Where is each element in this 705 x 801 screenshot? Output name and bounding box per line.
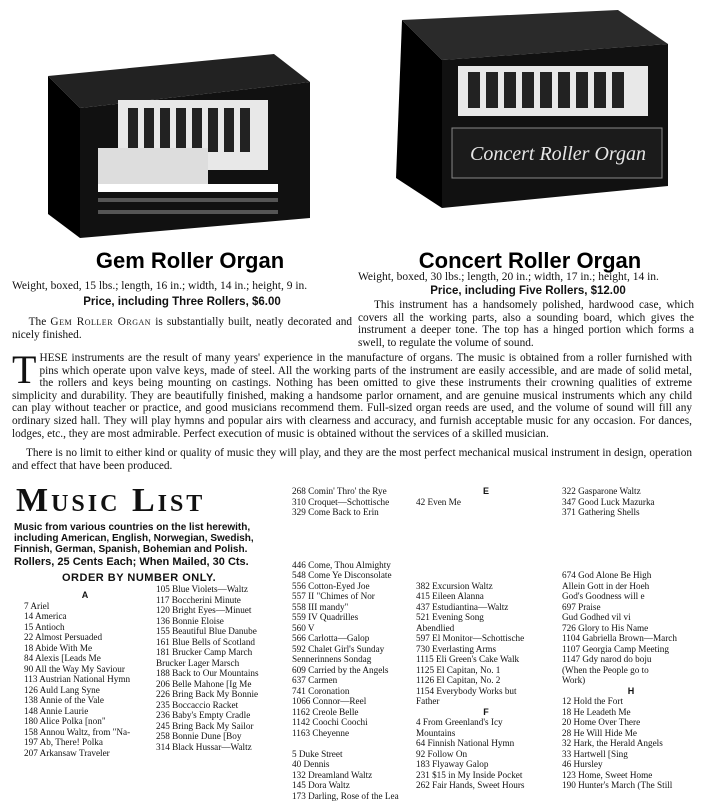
song-item (416, 570, 556, 581)
song-item: 161 Blue Bells of Scotland (156, 637, 286, 648)
song-item (562, 560, 700, 571)
song-item: 245 Bring Back My Sailor (156, 721, 286, 732)
song-item (416, 549, 556, 560)
song-item: 592 Chalet Girl's Sunday (292, 644, 412, 655)
song-item: 322 Gasparone Waltz (562, 486, 700, 497)
song-item (416, 560, 556, 571)
body-paragraph-2: There is no limit to either kind or quality of music they will play, and they are the most perfect mechanical musical instrument in design, operation and effect that have been produced. (12, 447, 692, 472)
song-item: 1066 Connor—Reel (292, 696, 412, 707)
song-item: 132 Dreamland Waltz (292, 770, 412, 781)
song-item: 314 Black Hussar—Waltz (156, 742, 286, 753)
song-item: 28 He Will Hide Me (562, 728, 700, 739)
song-item: 123 Home, Sweet Home (562, 770, 700, 781)
song-item: 566 Carlotta—Galop (292, 633, 412, 644)
song-item: 1154 Everybody Works but (416, 686, 556, 697)
song-item: 113 Austrian National Hymn (24, 674, 146, 685)
song-item: 40 Dennis (292, 759, 412, 770)
song-item: 559 IV Quadrilles (292, 612, 412, 623)
song-item: 558 III mandy" (292, 602, 412, 613)
music-column-b (156, 584, 286, 752)
order-note: ORDER BY NUMBER ONLY. (62, 572, 216, 584)
song-item: 556 Cotton-Eyed Joe (292, 581, 412, 592)
concert-title: Concert Roller Organ (380, 248, 680, 274)
music-column-c (292, 486, 412, 801)
song-item: God's Goodness will e (562, 591, 700, 602)
song-item: 560 V (292, 623, 412, 634)
song-item: 181 Brucker Camp March (156, 647, 286, 658)
song-item: 5 Duke Street (292, 749, 412, 760)
concert-roller-organ-image (368, 8, 678, 220)
song-item: 730 Everlasting Arms (416, 644, 556, 655)
song-item: 1126 El Capitan, No. 2 (416, 675, 556, 686)
song-item: 382 Excursion Waltz (416, 581, 556, 592)
song-item: 20 Home Over There (562, 717, 700, 728)
song-item: 329 Come Back to Erin (292, 507, 412, 518)
song-item: 1162 Creole Belle (292, 707, 412, 718)
gem-spec: Weight, boxed, 15 lbs.; length, 16 in.; width, 14 in.; height, 9 in. (12, 279, 352, 293)
concert-description: This instrument has a handsomely polished, hardwood case, which covers all the working parts, also a sounding board, which gives the instrument a deeper tone. The top has a hinged portion which forms a swell, to regulate the volume of sound. (358, 299, 694, 349)
song-item (292, 738, 412, 749)
song-item: 138 Annie of the Vale (24, 695, 146, 706)
gem-description: The Gem Roller Organ is substantially built, neatly decorated and nicely finished. (12, 316, 352, 341)
song-item: Work) (562, 675, 700, 686)
song-item: 206 Belle Mahone [Ig Me (156, 679, 286, 690)
song-item: 173 Darling, Rose of the Lea (292, 791, 412, 801)
song-item: 46 Hursley (562, 759, 700, 770)
song-item: 197 Ab, There! Polka (24, 737, 146, 748)
dropcap: T (12, 354, 36, 386)
song-item: 64 Finnish National Hymn (416, 738, 556, 749)
song-item: 42 Even Me (416, 497, 556, 508)
song-item: 262 Fair Hands, Sweet Hours (416, 780, 556, 791)
song-item: 18 He Leadeth Me (562, 707, 700, 718)
concert-price: Price, including Five Rollers, $12.00 (358, 285, 698, 297)
song-item (292, 528, 412, 539)
song-item: 235 Boccaccio Racket (156, 700, 286, 711)
song-item: 521 Evening Song (416, 612, 556, 623)
song-item: 126 Auld Lang Syne (24, 685, 146, 696)
song-item: 609 Carried by the Angels (292, 665, 412, 676)
song-item (292, 539, 412, 550)
song-item: 268 Comin' Thro' the Rye (292, 486, 412, 497)
song-item: 136 Bonnie Eloise (156, 616, 286, 627)
song-item: 310 Croquet—Schottische (292, 497, 412, 508)
song-item: 120 Bright Eyes—Minuet (156, 605, 286, 616)
song-item: 117 Boccherini Minute (156, 595, 286, 606)
song-item: 1107 Georgia Camp Meeting (562, 644, 700, 655)
song-item: Brucker Lager Marsch (156, 658, 286, 669)
song-item: 674 God Alone Be High (562, 570, 700, 581)
song-item (562, 549, 700, 560)
gem-title: Gem Roller Organ (40, 248, 340, 274)
song-item: 726 Glory to His Name (562, 623, 700, 634)
song-item: 371 Gathering Shells (562, 507, 700, 518)
song-item: Allein Gott in der Hoeh (562, 581, 700, 592)
song-item: 183 Flyaway Galop (416, 759, 556, 770)
song-item: 158 Annou Waltz, from "Na- (24, 727, 146, 738)
song-item: 92 Follow On (416, 749, 556, 760)
song-item: 105 Blue Violets—Waltz (156, 584, 286, 595)
song-item (416, 507, 556, 518)
song-item: 1104 Gabriella Brown—March (562, 633, 700, 644)
song-item: 180 Alice Polka [non" (24, 716, 146, 727)
song-item: 1163 Cheyenne (292, 728, 412, 739)
song-item: 22 Almost Persuaded (24, 632, 146, 643)
music-column-e-f (416, 486, 556, 791)
song-item (562, 518, 700, 529)
song-item: 231 $15 in My Inside Pocket (416, 770, 556, 781)
music-list-subtitle: Music from various countries on the list herewith, including American, English, Norwegian, Swedish, Finnish, German, Spanish, Bohemian and Polish. (14, 522, 286, 555)
song-item: 415 Eileen Alanna (416, 591, 556, 602)
song-item: 1125 El Capitan, No. 1 (416, 665, 556, 676)
rollers-price-note: Rollers, 25 Cents Each; When Mailed, 30 Cts. (14, 556, 249, 568)
section-letter: F (416, 707, 556, 718)
song-item (562, 539, 700, 550)
song-item (292, 518, 412, 529)
song-item: 188 Back to Our Mountains (156, 668, 286, 679)
section-letter: H (562, 686, 700, 697)
song-item (292, 549, 412, 560)
song-item: 32 Hark, the Herald Angels (562, 738, 700, 749)
song-item: Mountains (416, 728, 556, 739)
song-item: 637 Carmen (292, 675, 412, 686)
song-item: 347 Good Luck Mazurka (562, 497, 700, 508)
song-item: 548 Come Ye Disconsolate (292, 570, 412, 581)
song-item: Sennerinnens Sondag (292, 654, 412, 665)
song-item: 1147 Gdy narod do boju (562, 654, 700, 665)
song-item: 145 Dora Waltz (292, 780, 412, 791)
music-column-g-h (562, 486, 700, 791)
gem-roller-organ-image (38, 48, 313, 244)
song-item (416, 518, 556, 529)
song-item: 190 Hunter's March (The Still (562, 780, 700, 791)
song-item: Gud Godhed vil vi (562, 612, 700, 623)
svg-text:Concert Roller Organ: Concert Roller Organ (470, 143, 646, 165)
song-item (562, 528, 700, 539)
song-item: 437 Estudiantina—Waltz (416, 602, 556, 613)
song-item (416, 539, 556, 550)
song-item: 155 Beautiful Blue Danube (156, 626, 286, 637)
song-item: 226 Bring Back My Bonnie (156, 689, 286, 700)
song-item: Father (416, 696, 556, 707)
section-letter: A (24, 590, 146, 601)
song-item: 15 Antioch (24, 622, 146, 633)
song-item: 697 Praise (562, 602, 700, 613)
music-column-a (24, 590, 146, 758)
song-item: 1142 Coochi Coochi (292, 717, 412, 728)
song-item (416, 528, 556, 539)
gem-price: Price, including Three Rollers, $6.00 (12, 296, 352, 308)
body-paragraph: T HESE instruments are the result of many years' experience in the manufacture of organs. The music is obtained from a roller furnished with pins which operate upon valve keys, made of steel. All the working parts of the instrument are easily accessible, and are made of solid metal, the rollers and keys being mounting on castings. Nothing has been omitted to give these instruments their crowning qualities of extreme simplicity and durability. They are beautifully finished, making a handsome parlor ornament, and are genuine musical instruments which any child can play without teacher or practice, and good musicians recommend them. Full-sized organ reeds are used, and the volume of sound will fill any ordinary sized hall. They will play hymns and popular airs with clearness and accuracy, and furnish acceptable music for any occasion. For dances, lodges, etc., they are most admirable. Perfect execution of music is obtained without the services of a skilled musician. (12, 352, 692, 440)
song-item: 90 All the Way My Saviour (24, 664, 146, 675)
song-item: 207 Arkansaw Traveler (24, 748, 146, 759)
song-item: 18 Abide With Me (24, 643, 146, 654)
song-item: 741 Coronation (292, 686, 412, 697)
song-item: (When the People go to (562, 665, 700, 676)
song-item: 258 Bonnie Dune [Boy (156, 731, 286, 742)
song-item: 446 Come, Thou Almighty (292, 560, 412, 571)
song-item: 14 America (24, 611, 146, 622)
song-item: 33 Hartwell [Sing (562, 749, 700, 760)
song-item: 12 Hold the Fort (562, 696, 700, 707)
song-item: 148 Annie Laurie (24, 706, 146, 717)
song-item: 4 From Greenland's Icy (416, 717, 556, 728)
song-item: 236 Baby's Empty Cradle (156, 710, 286, 721)
song-item: 557 II "Chimes of Nor (292, 591, 412, 602)
song-item: 1115 Eli Green's Cake Walk (416, 654, 556, 665)
song-item: Abendlied (416, 623, 556, 634)
song-item: 7 Ariel (24, 601, 146, 612)
song-item: 597 El Monitor—Schottische (416, 633, 556, 644)
music-list-title: Music List (16, 482, 205, 520)
concert-spec: Weight, boxed, 30 lbs.; length, 20 in.; width, 17 in.; height, 14 in. (358, 270, 698, 284)
song-item: 84 Alexis [Leads Me (24, 653, 146, 664)
section-letter: E (416, 486, 556, 497)
